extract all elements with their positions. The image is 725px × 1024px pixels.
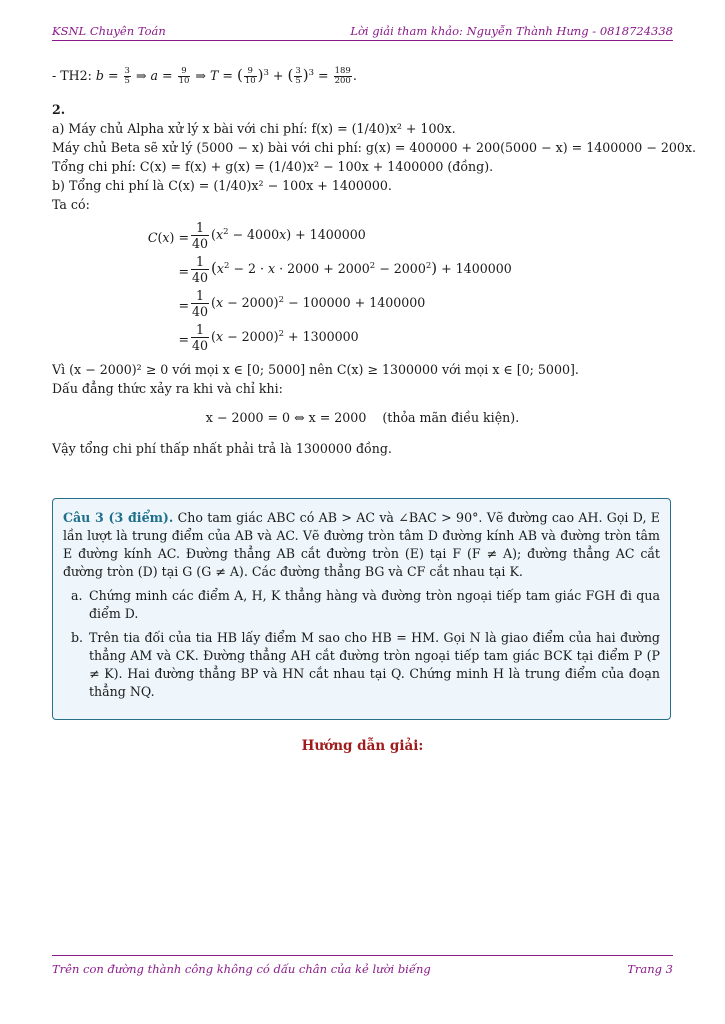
item-a-text: Chứng minh các điểm A, H, K thẳng hàng và đường tròn ngoại tiếp tam giác FGH đi qua điểm D. [89, 588, 660, 621]
equation-row-4: = $\frac{1}{40}$ $(x - 2000)^2 + 1300000$ [178, 322, 359, 353]
th2-prefix: - TH2: [52, 68, 96, 83]
page-header [52, 22, 673, 41]
line-alpha: a) Máy chủ Alpha xử lý x bài với chi phí: f(x) = (1/40)x² + 100x. [52, 121, 456, 136]
solution-content [52, 66, 696, 458]
item-a-label: a. [71, 588, 83, 603]
header-right: Lời giải tham khảo: Nguyễn Thành Hưng - 0818724338 [350, 24, 673, 38]
section-number: 2. [52, 102, 66, 117]
question-3-item-a [63, 587, 660, 623]
line-total-cost: Tổng chi phí: C(x) = f(x) + g(x) = (1/40)x² − 100x + 1400000 (đồng). [52, 159, 494, 174]
question-3-box [52, 498, 671, 720]
equation-row-1: C(x) = $\frac{1}{40}$ $(x^2 - 4000x) + 1400000$ [147, 220, 366, 251]
question-3-title: Câu 3 (3 điểm). [63, 510, 174, 525]
equation-row-2: = $\frac{1}{40}$ $(x^2 - 2 \cdot x \cdot 2000 + 2000^2 - 2000^2) + 1400000$ [178, 254, 512, 285]
question-3-text: Cho tam giác ABC có AB > AC và ∠BAC > 90°. Vẽ đường cao AH. Gọi D, E lần lượt là trung điểm của AB và AC. Vẽ đường tròn tâm D đường kính AB và đường tròn tâm E đường kính AC. Đường thẳng AB cắt đường tròn (E) tại F (F ≠ A); đường thẳng AC cắt đường tròn (D) tại G (G ≠ A). Các đường thẳng BG và CF cắt nhau tại K. [63, 510, 660, 579]
condition-line [52, 408, 673, 427]
solution-hint-heading: Hướng dẫn giải: [301, 738, 424, 754]
header-left: KSNL Chuyên Toán [52, 24, 166, 38]
since-line: Vì (x − 2000)² ≥ 0 với mọi x ∈ [0; 5000] nên C(x) ≥ 1300000 với mọi x ∈ [0; 5000]. [52, 362, 579, 377]
conclusion-line: Vậy tổng chi phí thấp nhất phải trả là 1300000 đồng. [52, 441, 392, 456]
page-number: Trang 3 [627, 962, 673, 976]
equality-line: Dấu đẳng thức xảy ra khi và chỉ khi: [52, 381, 283, 396]
th2-line: - TH2: b = $\frac{3}{5}$ ⇒ a = $\frac{9}{10}$ ⇒ T = ( $\frac{9}{10}$ )$^3$ + ( $\frac{3}{5}$ )$^3$ = $\frac{189}{200}$ . [52, 66, 357, 86]
question-3-intro [63, 509, 660, 581]
th2-text-1: . [352, 68, 357, 83]
question-3-item-b [63, 629, 660, 701]
line-beta: Máy chủ Beta sẽ xử lý (5000 − x) bài với chi phí: g(x) = 400000 + 200(5000 − x) = 1400000 − 200x. [52, 140, 696, 155]
condition-equation: x − 2000 = 0 ⇔ x = 2000 [205, 410, 367, 425]
condition-note: (thỏa mãn điều kiện). [382, 410, 520, 425]
equation-row-3: = $\frac{1}{40}$ $(x - 2000)^2 - 100000 + 1400000$ [178, 288, 426, 319]
line-part-b: b) Tổng chi phí là C(x) = (1/40)x² − 100x + 1400000. [52, 178, 392, 193]
page-footer [52, 955, 673, 982]
footer-motto: Trên con đường thành công không có dấu chân của kẻ lười biếng [52, 962, 431, 976]
item-b-text: Trên tia đối của tia HB lấy điểm M sao cho HB = HM. Gọi N là giao điểm của hai đường thẳng AM và CK. Đường thẳng AH cắt đường tròn ngoại tiếp tam giác BCK tại điểm P (P ≠ K). Hai đường thẳng BP và HN cắt nhau tại Q. Chứng minh H là trung điểm của đoạn thẳng NQ. [89, 630, 660, 699]
ta-co: Ta có: [52, 197, 90, 212]
item-b-label: b. [71, 630, 84, 645]
